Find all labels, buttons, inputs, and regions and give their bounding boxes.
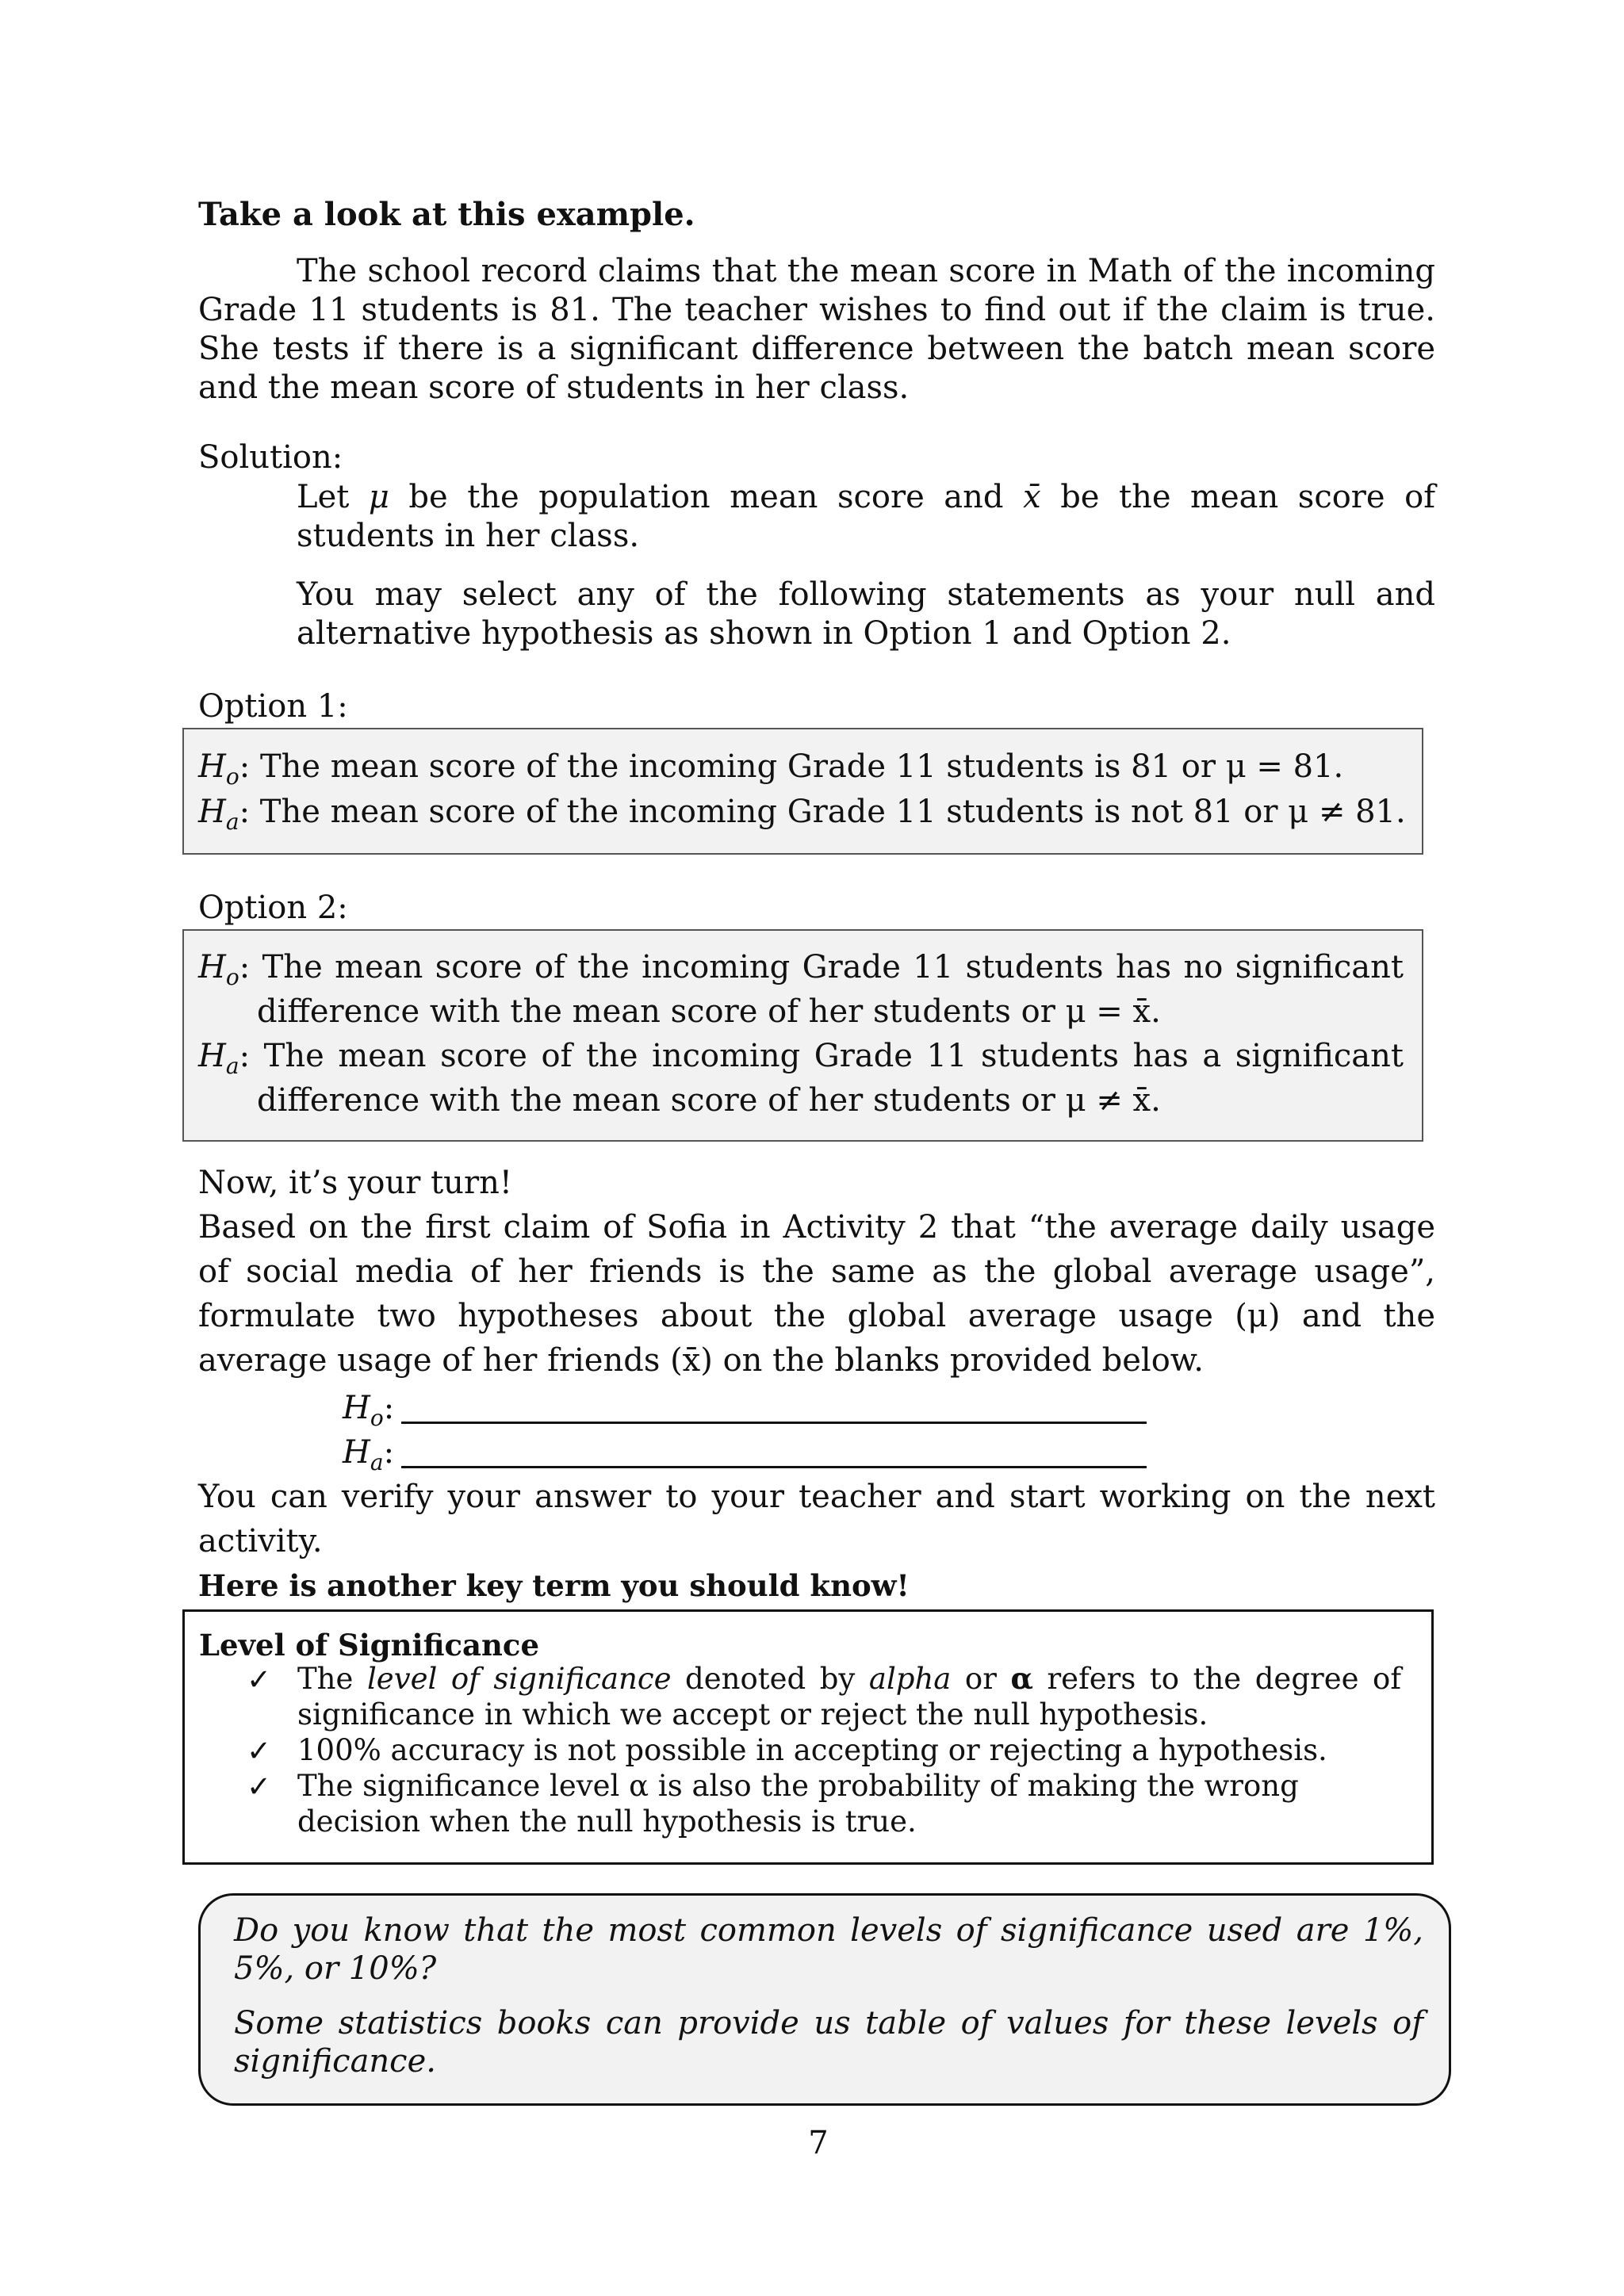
key-item-2: 100% accuracy is not possible in accepting or rejecting a hypothesis. bbox=[297, 1733, 1327, 1767]
h0-symbol: H bbox=[198, 748, 226, 785]
turn-paragraph: Based on the first claim of Sofia in Activity 2 that “the average daily usage of social media of her friends is the same as the global average usage”, formulate two hypotheses about the global average usage (μ) and the average usage of her friends (x̄) on the blanks provided below. bbox=[198, 1209, 1435, 1379]
ha-symbol: H bbox=[198, 794, 226, 830]
item1-alpha: alpha bbox=[868, 1662, 952, 1696]
tip-paragraph-1: Do you know that the most common levels of significance used are 1%, 5%, or 10%? bbox=[234, 1912, 1423, 1987]
option2-h0-text-1: : The mean score of the incoming Grade 11 students has no significant bbox=[239, 949, 1404, 985]
mu-symbol: μ bbox=[368, 479, 389, 515]
h0-symbol: H bbox=[343, 1390, 370, 1426]
option2-ha-line2: difference with the mean score of her students or μ ≠ x̄. bbox=[257, 1082, 1161, 1119]
solution-select-paragraph: You may select any of the following statements as your null and alternative hypothesis as shown in Option 1 and Option 2. bbox=[297, 576, 1435, 652]
h0-subscript: o bbox=[225, 964, 239, 990]
option1-ha bbox=[198, 790, 1406, 844]
key-term-box bbox=[182, 1609, 1434, 1865]
colon: : bbox=[383, 1434, 395, 1471]
item1-or: or bbox=[964, 1662, 997, 1696]
ha-symbol: H bbox=[198, 1038, 226, 1074]
page-number: 7 bbox=[808, 2125, 829, 2161]
let-end-text: be the mean score of students in her class. bbox=[297, 479, 1436, 554]
item1-alpha-symbol: α bbox=[1010, 1661, 1033, 1696]
tip-box bbox=[198, 1893, 1451, 2106]
ha-symbol: H bbox=[343, 1434, 370, 1471]
h0-subscript: o bbox=[225, 763, 239, 790]
check-icon: ✓ bbox=[247, 1663, 272, 1697]
colon: : bbox=[383, 1390, 395, 1426]
option2-ha-text-1: : The mean score of the incoming Grade 11 students has a significant bbox=[239, 1038, 1404, 1074]
key-box-title: Level of Significance bbox=[199, 1628, 539, 1663]
h0-subscript: o bbox=[370, 1405, 384, 1431]
check-icon: ✓ bbox=[247, 1734, 272, 1768]
section-heading: Take a look at this example. bbox=[198, 196, 695, 233]
let-mid-text: be the population mean score and bbox=[408, 479, 1004, 515]
option2-label: Option 2: bbox=[198, 890, 348, 926]
key-item-1 bbox=[297, 1661, 1401, 1732]
option1-ha-text: : The mean score of the incoming Grade 11 students is not 81 or μ ≠ 81. bbox=[239, 794, 1406, 830]
xbar-symbol: x̄ bbox=[1023, 479, 1041, 515]
h0-answer-blank[interactable] bbox=[401, 1422, 1147, 1424]
turn-label: Now, it’s your turn! bbox=[198, 1165, 512, 1201]
intro-paragraph: The school record claims that the mean score in Math of the incoming Grade 11 students is 81. The teacher wishes to find out if the claim is true. She tests if there is a significant difference between the batch mean score and the mean score of students in her class. bbox=[198, 253, 1435, 406]
option1-box bbox=[182, 728, 1423, 855]
option2-h0-line2: difference with the mean score of her students or μ = x̄. bbox=[257, 993, 1161, 1030]
key-term-heading: Here is another key term you should know! bbox=[198, 1568, 910, 1603]
ha-answer-blank[interactable] bbox=[401, 1466, 1147, 1468]
tip-paragraph-2: Some statistics books can provide us table of values for these levels of significance. bbox=[234, 2005, 1423, 2080]
option2-box bbox=[182, 929, 1423, 1142]
key-item-3: The significance level α is also the probability of making the wrong decision when the null hypothesis is true. bbox=[297, 1769, 1299, 1839]
ha-subscript: a bbox=[225, 1053, 239, 1079]
check-icon: ✓ bbox=[247, 1770, 272, 1804]
option1-label: Option 1: bbox=[198, 688, 348, 725]
option1-h0-text: : The mean score of the incoming Grade 11 students is 81 or μ = 81. bbox=[239, 748, 1344, 785]
item1-rest: refers to the degree of significance in which we accept or reject the null hypothesis. bbox=[297, 1662, 1402, 1732]
solution-let-paragraph bbox=[297, 478, 1435, 556]
h0-symbol: H bbox=[198, 949, 226, 985]
verify-paragraph: You can verify your answer to your teacher and start working on the next activity. bbox=[198, 1479, 1435, 1559]
solution-label: Solution: bbox=[198, 439, 343, 476]
item1-denoted: denoted by bbox=[685, 1662, 856, 1696]
ha-subscript: a bbox=[225, 809, 239, 835]
item1-term: level of significance bbox=[366, 1662, 672, 1696]
ha-subscript: a bbox=[370, 1449, 384, 1475]
let-word: Let bbox=[297, 479, 350, 515]
item1-the: The bbox=[297, 1662, 354, 1696]
